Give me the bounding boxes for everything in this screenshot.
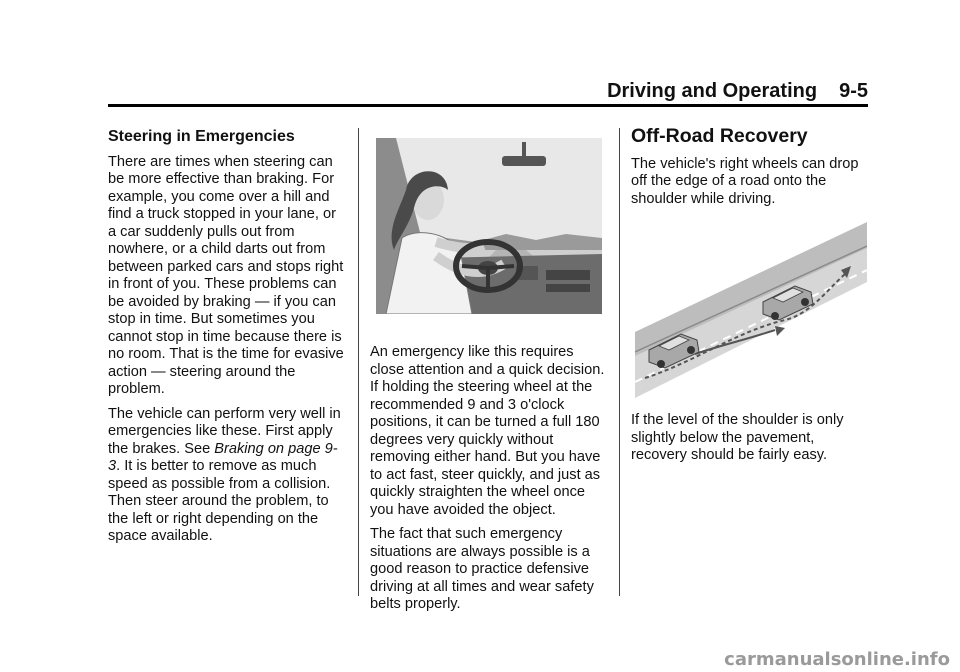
paragraph-steering-1: There are times when steering can be more effective than braking. For example, you come over a hill and find a truck stopped in your lane, or a car suddenly pulls out from nowhere, or a child darts out from between parked cars and stops right in front of you. These problems can be avoided by braking — if you can stop in time. But sometimes you cannot stop in time because there is no room. That is the time for evasive action — steering around the problem.	[108, 153, 344, 397]
column-divider-1	[358, 128, 359, 596]
column-steering	[108, 128, 344, 553]
paragraph-emergency-2: The fact that such emergency situations are always possible is a good reason to practice defensive driving at all times and wear safety belts properly.	[370, 526, 594, 612]
paragraph-recovery-2: If the level of the shoulder is only slightly below the pavement, recovery should be fairly easy.	[631, 412, 844, 463]
column-divider-2	[619, 128, 620, 596]
watermark: carmanualsonline.info	[724, 649, 950, 670]
paragraph-steering-2	[108, 406, 344, 546]
heading-off-road-recovery: Off-Road Recovery	[631, 125, 808, 147]
heading-steering-in-emergencies: Steering in Emergencies	[108, 128, 295, 145]
paragraph-recovery-1: The vehicle's right wheels can drop off the edge of a road onto the shoulder while driving.	[631, 155, 859, 207]
off-road-recovery-illustration	[635, 222, 867, 398]
page-number: 9-5	[839, 80, 868, 102]
paragraph-emergency-1: An emergency like this requires close attention and a quick decision. If holding the steering wheel at the recommended 9 and 3 o'clock positions, it can be turned a full 180 degrees very quickly without removing either hand. But you have to act fast, steer quickly, and just as quickly straighten the wheel once you have avoided the object.	[370, 344, 605, 518]
driver-steering-illustration	[376, 138, 602, 314]
page-header	[607, 80, 868, 103]
header-rule	[108, 104, 868, 107]
column-emergency-steering	[370, 138, 608, 621]
paragraph-steering-2-text-b: . It is better to remove as much speed as possible from a collision. Then steer around the problem, to the left or right depending on the space available.	[108, 458, 331, 544]
paragraph-steering-2-text-a: The vehicle can perform very well in emergencies like these. First apply the brakes. See	[108, 405, 341, 457]
section-title: Driving and Operating	[607, 80, 818, 102]
braking-reference: Braking on page 9-3	[108, 440, 338, 474]
column-off-road-recovery	[631, 125, 867, 472]
